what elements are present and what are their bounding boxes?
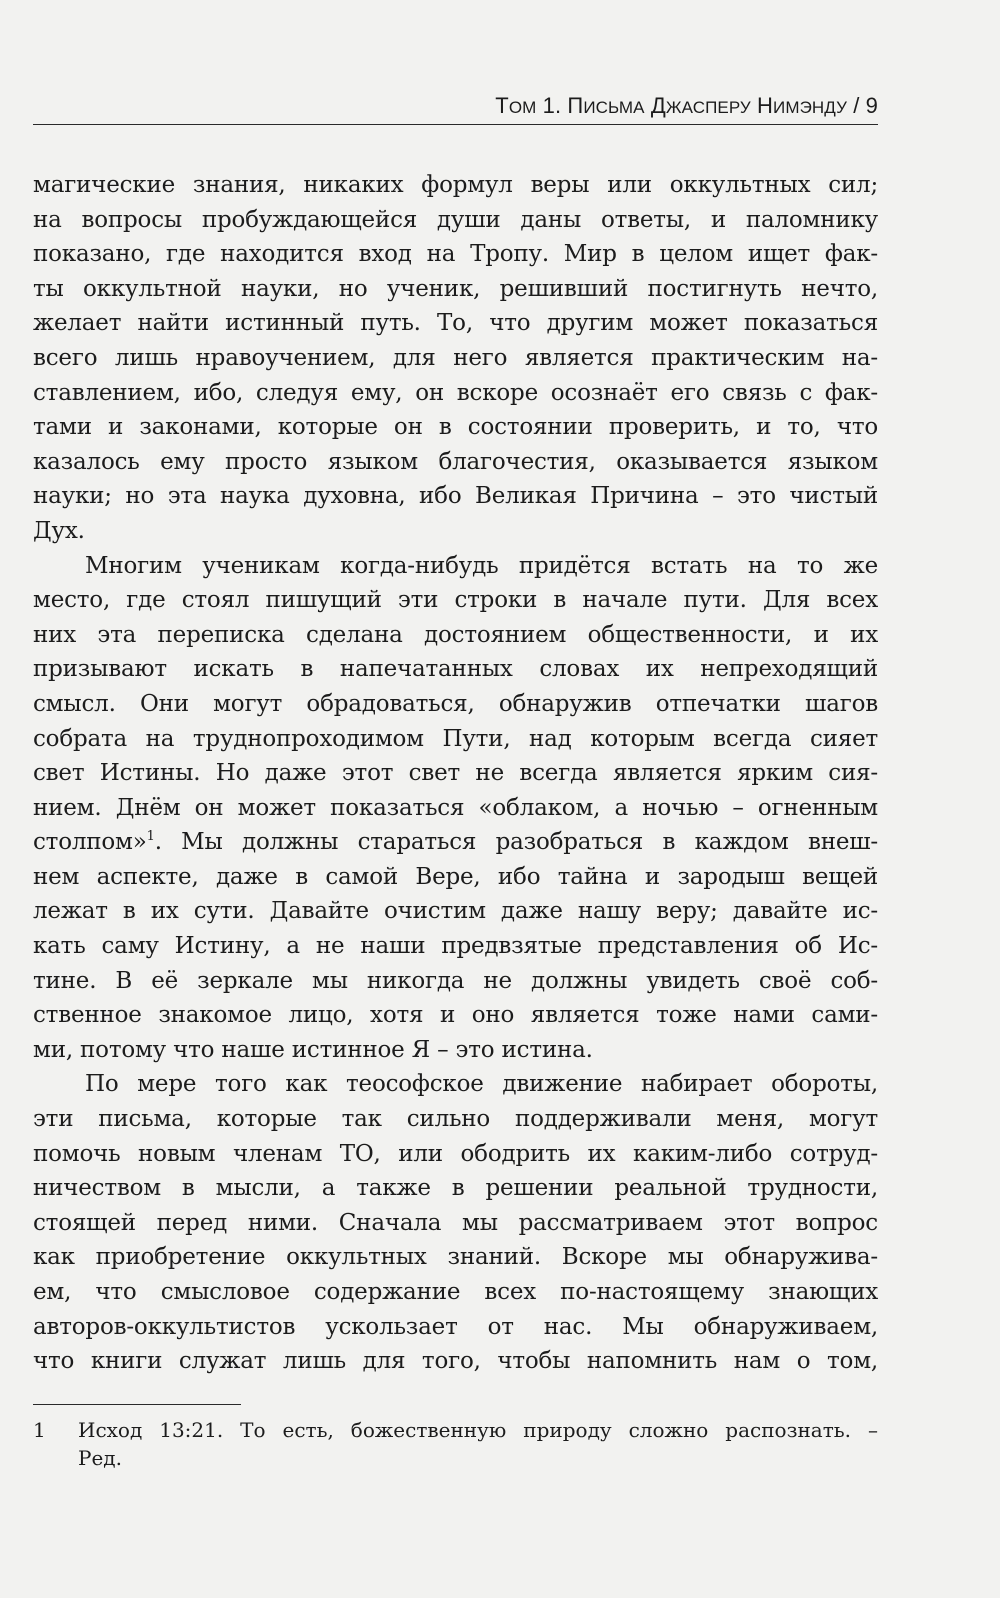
text-line: Дух. (33, 517, 85, 544)
header-text: ТОМ 1. ПИСЬМА ДЖАСПЕРУ НИМЭНДУ / 9 (495, 93, 878, 118)
text-line: ственное знакомое лицо, хотя и оно является тоже нами сами- (33, 1002, 878, 1029)
paragraph-2 (33, 549, 878, 1068)
footnote-number: 1 (33, 1418, 46, 1442)
text-line: Многим ученикам когда-нибудь придётся встать на то же (85, 552, 878, 579)
text-line: свет Истины. Но даже этот свет не всегда является ярким сия- (33, 760, 878, 787)
text-line: нем аспекте, даже в самой Вере, ибо тайна и зародыш вещей (33, 863, 878, 890)
text-line: помочь новым членам ТО, или ободрить их каким-либо сотруд- (33, 1140, 878, 1167)
footnote-text (78, 1416, 878, 1472)
text-line: ми, потому что наше истинное Я – это истина. (33, 1036, 593, 1063)
main-text (33, 168, 878, 1379)
text-line: нием. Днём он может показаться «облаком, а ночью – огненным (33, 794, 878, 821)
text-line: всего лишь нравоучением, для него является практическим на- (33, 344, 878, 371)
text-line: ставлением, ибо, следуя ему, он вскоре осознаёт его связь с фак- (33, 379, 878, 406)
text-line: науки; но эта наука духовна, ибо Великая Причина – это чистый (33, 483, 878, 510)
text-line: ничеством в мысли, а также в решении реальной трудности, (33, 1175, 878, 1202)
text-line: стоящей перед ними. Сначала мы рассматриваем этот вопрос (33, 1209, 878, 1236)
text-line: собрата на труднопроходимом Пути, над которым всегда сияет (33, 725, 878, 752)
text-line: авторов-оккультистов ускользает от нас. Мы обнаруживаем, (33, 1313, 878, 1340)
paragraph-1 (33, 168, 878, 549)
running-header (33, 92, 878, 125)
text-line: эти письма, которые так сильно поддерживали меня, могут (33, 1106, 878, 1133)
text-line: магические знания, никаких формул веры или оккультных сил; (33, 172, 878, 198)
text-line: По мере того как теософское движение набирает обороты, (85, 1071, 878, 1098)
footnote-reference[interactable]: 1 (146, 829, 155, 845)
text-line: тине. В её зеркале мы никогда не должны увидеть своё соб- (33, 967, 878, 994)
footnote (33, 1416, 878, 1472)
text-line: смысл. Они могут обрадоваться, обнаружив отпечатки шагов (33, 690, 878, 717)
footnote-line: Исход 13:21. То есть, божественную природу сложно распознать. – (78, 1418, 878, 1442)
text-line: показано, где находится вход на Тропу. Мир в целом ищет фак- (33, 241, 878, 268)
text-line: лежат в их сути. Давайте очистим даже нашу веру; давайте ис- (33, 898, 878, 925)
footnote-line: Ред. (78, 1446, 122, 1470)
paragraph-3 (33, 1067, 878, 1378)
text-line: место, где стоял пишущий эти строки в начале пути. Для всех (33, 587, 878, 614)
text-line: на вопросы пробуждающейся души даны ответы, и паломнику (33, 206, 878, 233)
text-line: кать саму Истину, а не наши предвзятые представления об Ис- (33, 933, 878, 960)
text-line: как приобретение оккультных знаний. Вскоре мы обнаружива- (33, 1244, 878, 1271)
text-line: ем, что смысловое содержание всех по-настоящему знающих (33, 1279, 878, 1305)
text-line: казалось ему просто языком благочестия, оказывается языком (33, 448, 878, 475)
text-line: них эта переписка сделана достоянием общественности, и их (33, 621, 878, 648)
text-line: желает найти истинный путь. То, что другим может показаться (33, 310, 878, 337)
text-line-with-footnote-ref: столпом»$^1$. Мы должны стараться разобраться в каждом внеш- (33, 829, 878, 856)
text-line: что книги служат лишь для того, чтобы напомнить нам о том, (33, 1348, 878, 1375)
text-line: призывают искать в напечатанных словах их непреходящий (33, 656, 878, 683)
footnote-divider (33, 1404, 241, 1405)
text-line: ты оккультной науки, но ученик, решивший постигнуть нечто, (33, 275, 878, 302)
text-line: тами и законами, которые он в состоянии проверить, и то, что (33, 414, 878, 441)
